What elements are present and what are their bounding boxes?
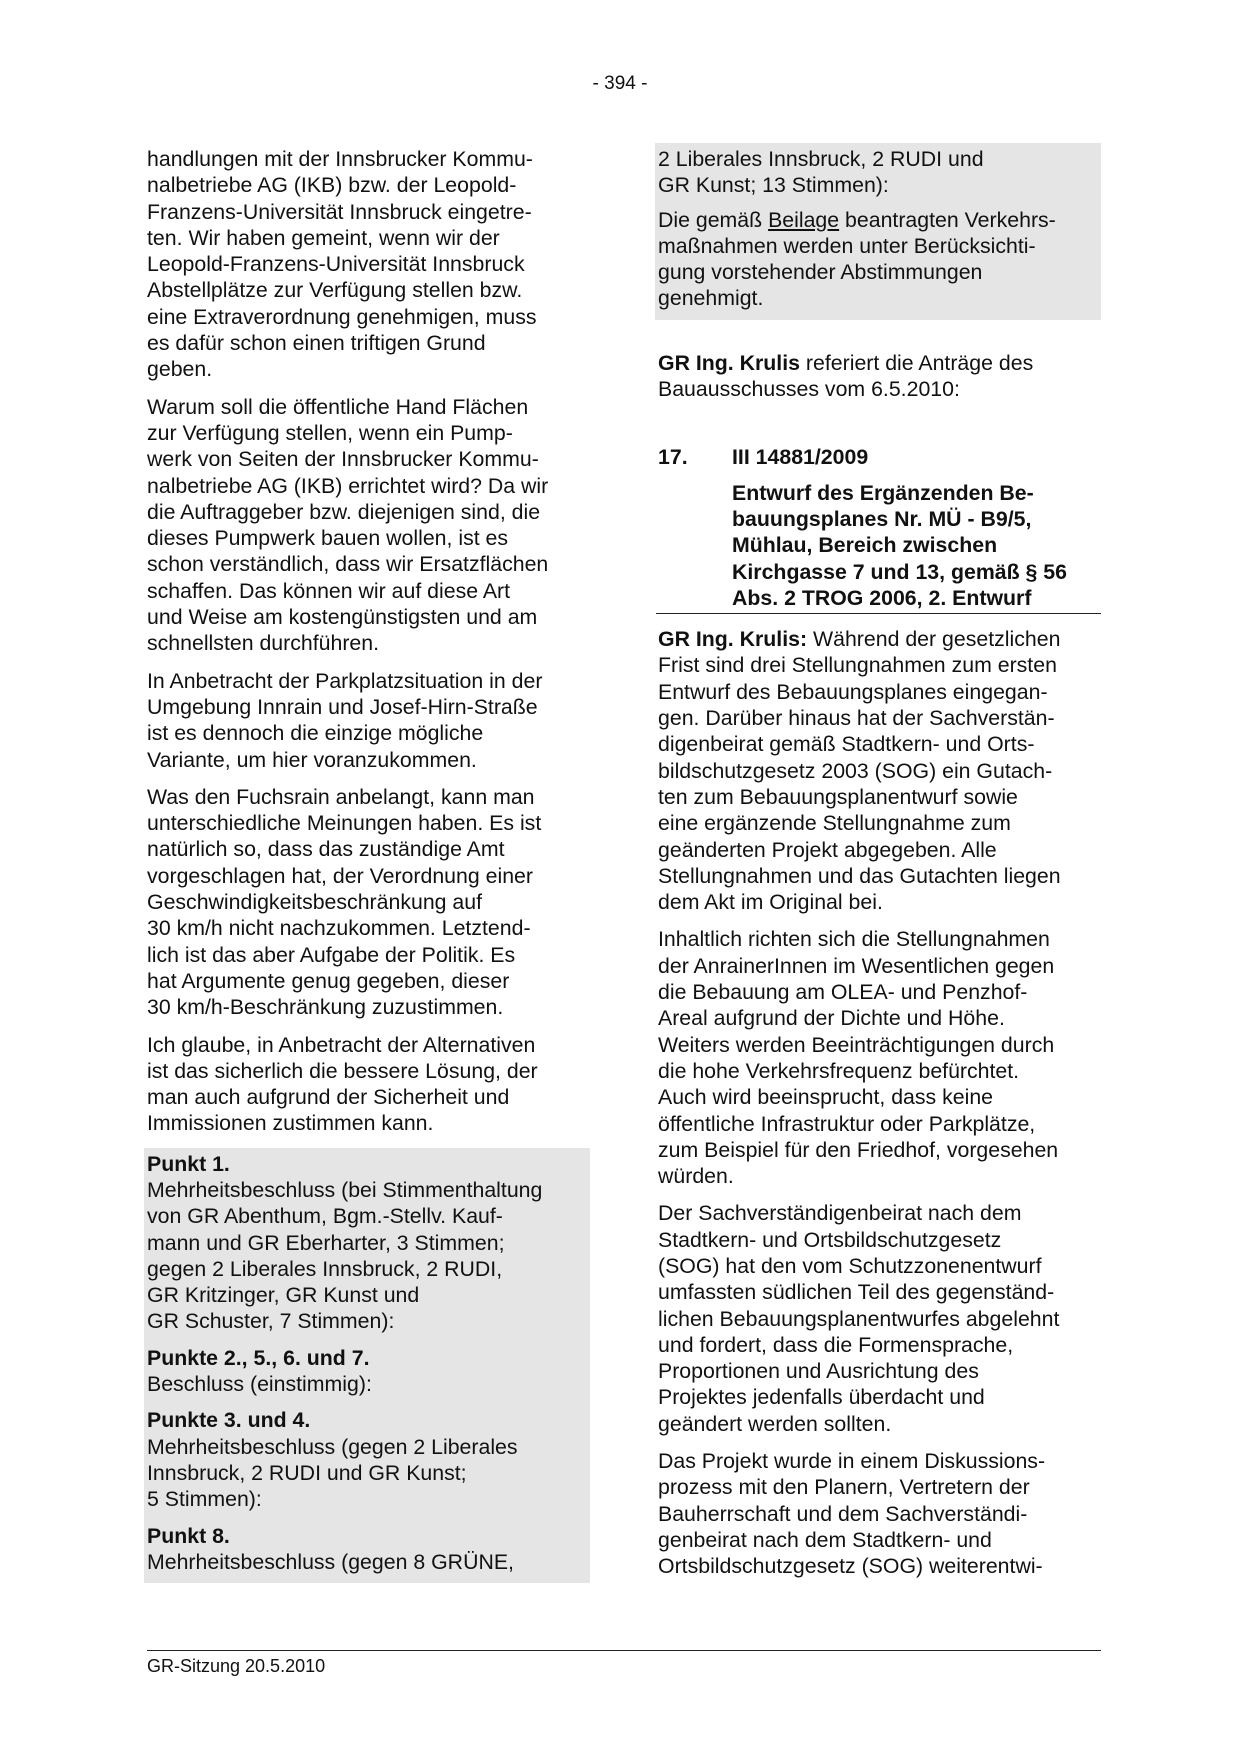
vote-block (147, 1523, 586, 1576)
text-line: 2 Liberales Innsbruck, 2 RUDI und (658, 147, 984, 171)
vote-heading: Punkte 2., 5., 6. und 7. (147, 1345, 370, 1370)
vote-results-box (144, 1148, 590, 1583)
agenda-item-number: 17. (658, 445, 688, 470)
text-line: Leopold-Franzens-Universität Innsbruck (147, 252, 525, 277)
vote-text (147, 1434, 586, 1513)
speaker-name: GR Ing. Krulis (658, 350, 800, 375)
vote-text (147, 1549, 586, 1575)
text-line: Kirchgasse 7 und 13, gemäß § 56 (732, 559, 1067, 584)
page-number: - 394 - (592, 73, 648, 94)
vote-heading: Punkt 1. (147, 1151, 230, 1176)
vote-text (147, 1371, 586, 1397)
text-line: vorgeschlagen hat, der Verordnung einer (147, 863, 533, 888)
intro-paragraph (658, 350, 1101, 403)
text-line: Weiters werden Beeinträchtigungen durch (658, 1032, 1055, 1057)
intro-text: referiert die Anträge des (800, 350, 1034, 375)
vote-heading: Punkte 3. und 4. (147, 1408, 311, 1433)
text-line: gung vorstehender Abstimmungen (658, 260, 983, 285)
text-line: prozess mit den Planern, Vertretern der (658, 1475, 1030, 1500)
vote-text (658, 146, 1097, 199)
text-line: (SOG) hat den vom Schutzzonenentwurf (658, 1253, 1042, 1278)
text-line: Immissionen zustimmen kann. (147, 1111, 434, 1136)
text-line: Warum soll die öffentliche Hand Flächen (147, 394, 529, 419)
text-line: Mühlau, Bereich zwischen (732, 533, 998, 558)
paragraph (147, 1032, 590, 1137)
paragraph (147, 784, 590, 1021)
text-line: gegen 2 Liberales Innsbruck, 2 RUDI, (147, 1256, 503, 1281)
text-line: der AnrainerInnen im Wesentlichen gegen (658, 953, 1055, 978)
statement-paragraph (658, 626, 1101, 915)
text-line: von GR Abenthum, Bgm.-Stellv. Kauf- (147, 1204, 503, 1229)
text-line: die Auftraggeber bzw. diejenigen sind, die (147, 499, 541, 524)
text-line: Proportionen und Ausrichtung des (658, 1359, 979, 1384)
text-line: Entwurf des Bebauungsplanes eingegan- (658, 679, 1048, 704)
text-line: zum Beispiel für den Friedhof, vorgesehen (658, 1137, 1059, 1162)
paragraph (147, 146, 590, 383)
text-line: In Anbetracht der Parkplatzsituation in der (147, 668, 543, 693)
decision-text (658, 207, 1097, 312)
text-line: GR Kritzinger, GR Kunst und (147, 1283, 420, 1308)
text-line: man auch aufgrund der Sicherheit und (147, 1085, 510, 1110)
vote-block (147, 1151, 586, 1335)
text-line: Variante, um hier voranzukommen. (147, 747, 477, 772)
text-line: öffentliche Infrastruktur oder Parkplätze, (658, 1111, 1036, 1136)
text-line: eine Extraverordnung genehmigen, muss (147, 304, 537, 329)
decision-text-start: Die gemäß (658, 207, 769, 232)
text-line: genbeirat nach dem Stadtkern- und (658, 1527, 992, 1552)
text-line: Innsbruck, 2 RUDI und GR Kunst; (147, 1460, 467, 1485)
text-line: geben. (147, 357, 213, 382)
paragraph (658, 1448, 1101, 1579)
text-line: Stellungnahmen und das Gutachten liegen (658, 863, 1061, 888)
text-line: die Bebauung am OLEA- und Penzhof- (658, 980, 1028, 1005)
statement-text: Während der gesetzlichen (807, 627, 1061, 652)
vote-text (147, 1177, 586, 1335)
paragraph (147, 668, 590, 773)
agenda-item (658, 444, 1101, 614)
text-line: Geschwindigkeitsbeschränkung auf (147, 890, 483, 915)
text-line: Abs. 2 TROG 2006, 2. Entwurf (732, 585, 1032, 610)
text-line: umfassten südlichen Teil des gegenständ- (658, 1280, 1055, 1305)
text-line: Inhaltlich richten sich die Stellungnahmen (658, 927, 1050, 952)
beilage-link[interactable]: Beilage (768, 207, 840, 232)
decision-lines (658, 233, 1097, 312)
text-line: GR Schuster, 7 Stimmen): (147, 1309, 395, 1334)
text-line: 5 Stimmen): (147, 1487, 262, 1512)
footer-divider (147, 1650, 1101, 1651)
text-line: Frist sind drei Stellungnahmen zum ersten (658, 653, 1057, 678)
text-line: bauungsplanes Nr. MÜ - B9/5, (732, 506, 1032, 531)
text-line: es dafür schon einen triftigen Grund (147, 331, 486, 356)
text-line: unterschiedliche Meinungen haben. Es ist (147, 811, 542, 836)
agenda-item-reference: III 14881/2009 (732, 445, 869, 470)
text-line: Areal aufgrund der Dichte und Höhe. (658, 1006, 1005, 1031)
text-line: dem Akt im Original bei. (658, 890, 883, 915)
text-line: und Weise am kostengünstigsten und am (147, 605, 538, 630)
text-line: Projektes jedenfalls überdacht und (658, 1385, 985, 1410)
text-line: lichen Bebauungsplanentwurfes abgelehnt (658, 1306, 1060, 1331)
agenda-item-divider (656, 613, 1101, 614)
text-line: genehmigt. (658, 286, 764, 311)
text-line: ist das sicherlich die bessere Lösung, der (147, 1058, 538, 1083)
text-line: Umgebung Innrain und Josef-Hirn-Straße (147, 694, 538, 719)
text-line: Mehrheitsbeschluss (gegen 8 GRÜNE, (147, 1549, 514, 1574)
left-column (147, 146, 590, 1583)
text-line: Beschluss (einstimmig): (147, 1372, 372, 1397)
text-line: schaffen. Das können wir auf diese Art (147, 578, 511, 603)
intro-text-line: Bauausschusses vom 6.5.2010: (658, 377, 960, 402)
text-line: GR Kunst; 13 Stimmen): (658, 173, 889, 198)
text-line: und fordert, dass die Formensprache, (658, 1332, 1014, 1357)
text-line: maßnahmen werden unter Berücksichti- (658, 233, 1036, 258)
text-line: bildschutzgesetz 2003 (SOG) ein Gutach- (658, 758, 1053, 783)
text-line: Franzens-Universität Innsbruck eingetre- (147, 199, 532, 224)
text-line: Entwurf des Ergänzenden Be- (732, 480, 1034, 505)
text-line: gen. Darüber hinaus hat der Sachverstän- (658, 706, 1055, 731)
text-line: 30 km/h nicht nachzukommen. Letztend- (147, 916, 531, 941)
text-line: 30 km/h-Beschränkung zuzustimmen. (147, 995, 504, 1020)
text-line: ten. Wir haben gemeint, wenn wir der (147, 225, 500, 250)
text-line: geändert werden sollten. (658, 1411, 892, 1436)
text-line: Ich glaube, in Anbetracht der Alternativen (147, 1032, 536, 1057)
text-line: digenbeirat gemäß Stadtkern- und Orts- (658, 732, 1035, 757)
text-line: schon verständlich, dass wir Ersatzflächen (147, 552, 549, 577)
text-line: mann und GR Eberharter, 3 Stimmen; (147, 1230, 505, 1255)
text-line: werk von Seiten der Innsbrucker Kommu- (147, 447, 539, 472)
footer-text: GR-Sitzung 20.5.2010 (147, 1656, 326, 1676)
text-line: natürlich so, dass das zuständige Amt (147, 837, 505, 862)
vote-block (147, 1345, 586, 1398)
paragraph (658, 1200, 1101, 1437)
text-line: Bauherrschaft und dem Sachverständi- (658, 1501, 1028, 1526)
text-line: zur Verfügung stellen, wenn ein Pump- (147, 420, 513, 445)
text-line: schnellsten durchführen. (147, 631, 380, 656)
text-line: handlungen mit der Innsbrucker Kommu- (147, 147, 533, 171)
vote-heading: Punkt 8. (147, 1523, 230, 1548)
right-column (658, 146, 1101, 1591)
paragraph (658, 926, 1101, 1189)
text-line: nalbetriebe AG (IKB) bzw. der Leopold- (147, 173, 517, 198)
text-line: Auch wird beeinsprucht, dass keine (658, 1085, 994, 1110)
text-line: Der Sachverständigenbeirat nach dem (658, 1201, 1022, 1226)
text-line: Mehrheitsbeschluss (bei Stimmenthaltung (147, 1177, 543, 1202)
paragraph (147, 394, 590, 657)
text-line: nalbetriebe AG (IKB) errichtet wird? Da wir (147, 473, 549, 498)
text-line: ist es dennoch die einzige mögliche (147, 721, 484, 746)
text-line: Was den Fuchsrain anbelangt, kann man (147, 784, 535, 809)
vote-results-continuation (655, 143, 1101, 320)
text-line: Stadtkern- und Ortsbildschutzgesetz (658, 1227, 1002, 1252)
vote-block (147, 1407, 586, 1512)
text-line: Mehrheitsbeschluss (gegen 2 Liberales (147, 1434, 518, 1459)
text-line: die hohe Verkehrsfrequenz befürchtet. (658, 1058, 1020, 1083)
text-line: Das Projekt wurde in einem Diskussions- (658, 1449, 1046, 1474)
text-line: eine ergänzende Stellungnahme zum (658, 811, 1011, 836)
speaker-name: GR Ing. Krulis: (658, 627, 808, 652)
text-line: Abstellplätze zur Verfügung stellen bzw. (147, 278, 523, 303)
decision-text-rest: beantragten Verkehrs- (839, 207, 1056, 232)
text-line: hat Argumente genug gegeben, dieser (147, 968, 510, 993)
text-line: geänderten Projekt abgegeben. Alle (658, 837, 997, 862)
text-line: dieses Pumpwerk bauen wollen, ist es (147, 526, 509, 551)
agenda-item-title (732, 480, 1101, 613)
text-line: ten zum Bebauungsplanentwurf sowie (658, 784, 1018, 809)
statement-lines (658, 652, 1101, 915)
text-line: lich ist das aber Aufgabe der Politik. Es (147, 942, 516, 967)
text-line: würden. (658, 1164, 734, 1189)
text-line: Ortsbildschutzgesetz (SOG) weiterentwi- (658, 1554, 1043, 1579)
